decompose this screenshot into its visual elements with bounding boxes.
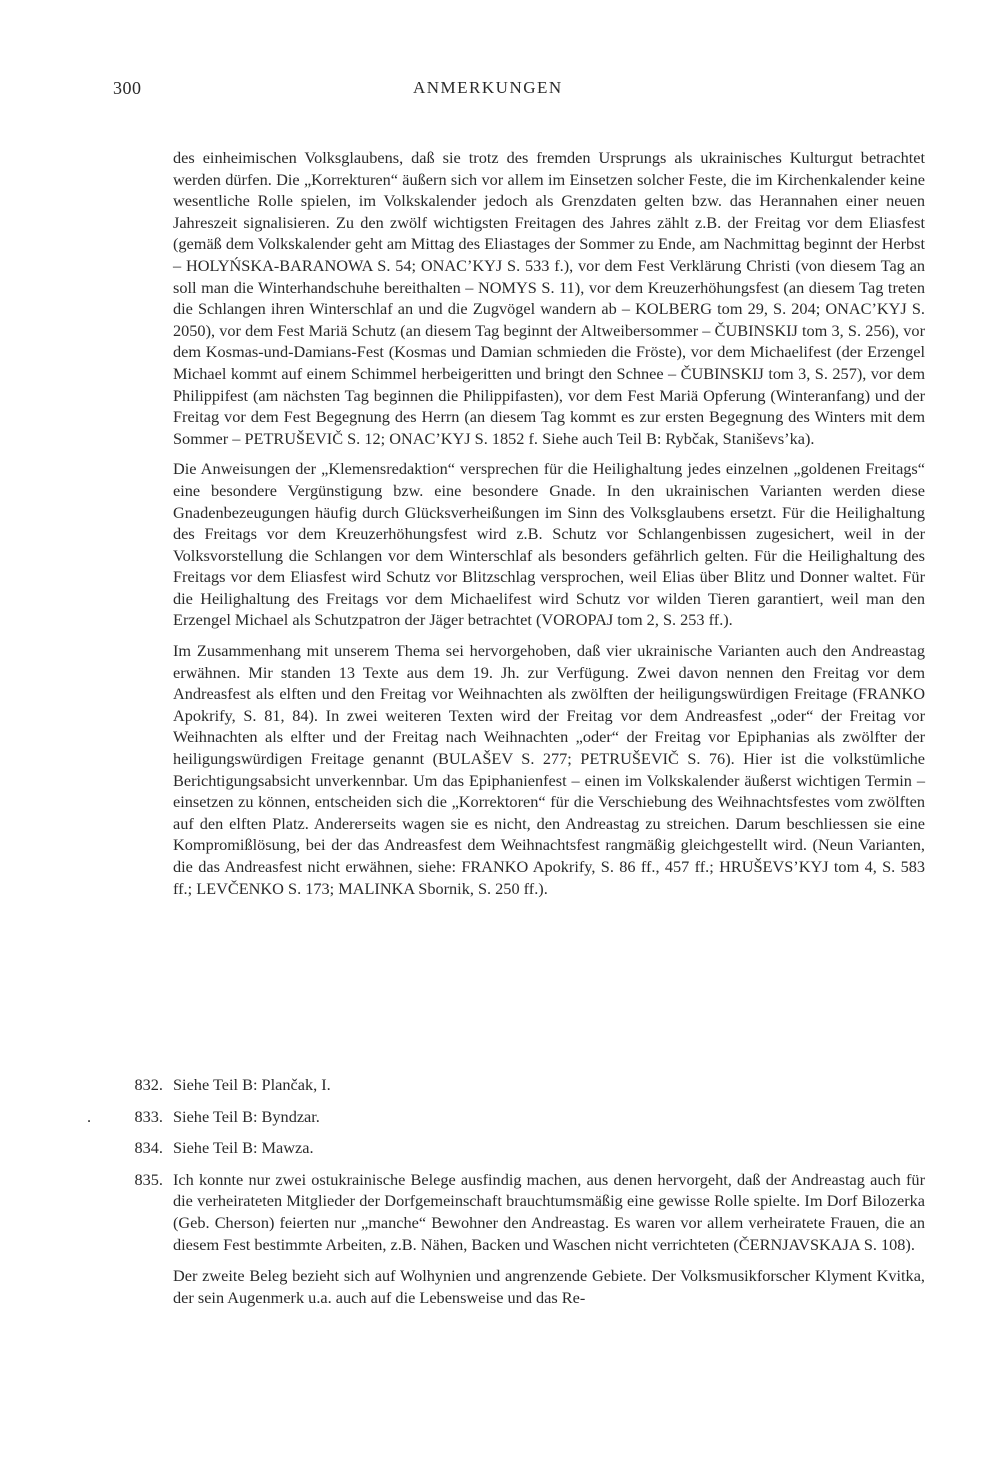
note-item [113,1169,925,1309]
body-paragraph: Im Zusammenhang mit unserem Thema sei hervorgehoben, daß vier ukrainische Varianten auch den Andreastag erwähnen. Mir standen 13 Texte aus dem 19. Jh. zur Verfügung. Zwei davon nennen den Freitag vor dem Andreasfest als elften und den Freitag vor Weihnachten als zwölften der heiligungswürdigen Freitage (FRANKO Apokrify, S. 81, 84). In zwei weiteren Texten wird der Freitag vor dem Andreasfest „oder“ der Freitag vor Weihnachten als elfter und der Freitag nach Weihnachten „oder“ der Freitag vor Epiphanias als zwölfter der heiligungswürdigen Freitage genannt (BULAŠEV S. 277; PETRUŠEVIČ S. 76). Hier ist die volkstümliche Berichtigungsabsicht unverkennbar. Um das Epiphanienfest – einen im Volkskalender äußerst wichtigen Termin – einsetzen zu können, entscheiden sich die „Korrektoren“ für die Verschiebung des Weihnachtsfestes vom zwölften auf den elften Platz. Andererseits wagen sie es nicht, den Andreastag zu streichen. Darum beschliessen sie eine Kompromißlösung, bei der das Andreasfest dem Weihnachtsfest rangmäßig gleichgestellt wird. (Neun Varianten, die das Andreasfest nicht erwähnen, siehe: FRANKO Apokrify, S. 86 ff., 457 ff.; HRUŠEVS’KYJ tom 4, S. 583 ff.; LEVČENKO S. 173; MALINKA Sbornik, S. 250 ff.). [173,641,925,898]
note-text: Siehe Teil B: Plančak, I. [173,1075,331,1094]
page-number: 300 [113,78,142,98]
notes-list [87,1074,925,1308]
note-paragraph: Ich konnte nur zwei ostukrainische Belege ausfindig machen, aus denen hervorgeht, daß der Andreastag auch für die verheirateten Mitglieder der Dorfgemeinschaft brauchtumsmäßig eine gewisse Rolle spielte. Im Dorf Bilozerka (Geb. Cherson) feierten nur „manche“ Bewohner den Andreastag. Es waren vor allem verheiratete Frauen, die an diesem Fest bestimmte Arbeiten, z.B. Nähen, Backen und Waschen nicht verrichteten (ČERNJAVSKAJA S. 108). [173,1169,925,1254]
body-text [173,147,925,899]
note-item [87,1106,925,1128]
body-paragraph: Die Anweisungen der „Klemensredaktion“ versprechen für die Heilighaltung jedes einzelnen „goldenen Freitags“ eine besondere Vergünstigung bzw. eine besondere Gnade. In den ukrainischen Varianten werden diese Gnadenbezeugungen häufig durch Glücksverheißungen im Sinn des Volksglaubens ersetzt. Für die Heilighaltung des Freitags vor dem Kreuzerhöhungsfest wird z.B. Schutz vor Schlangenbissen zugesichert, weil in der Volksvorstellung die Schlangen vor dem Winterschlaf als besonders gefährlich gelten. Für die Heilighaltung des Freitags vor dem Eliasfest wird Schutz vor Blitzschlag versprochen, weil Elias über Blitz und Donner waltet. Für die Heilighaltung des Freitags vor dem Michaelifest wird Schutz vor wilden Tieren garantiert, weil man den Erzengel Michael als Schutzpatron der Jäger betrachtet (VOROPAJ tom 2, S. 253 ff.). [173,459,925,630]
page-header [113,78,923,104]
note-number: 834. [134,1138,163,1158]
note-number: 835. [134,1169,163,1189]
note-number-value: 833. [134,1106,163,1126]
note-number: 832. [134,1075,163,1094]
note-item [113,1074,925,1096]
note-paragraph: Der zweite Beleg bezieht sich auf Wolhynien und angrenzende Gebiete. Der Volksmusikforscher Klyment Kvitka, der sein Augenmerk u.a. auch auf die Lebensweise und das Re- [173,1266,925,1307]
note-text: Siehe Teil B: Byndzar. [173,1106,320,1126]
running-head: ANMERKUNGEN [413,78,563,97]
note-number [87,1106,163,1128]
body-paragraph: des einheimischen Volksglaubens, daß sie trotz des fremden Ursprungs als ukrainisches Kulturgut betrachtet werden dürfen. Die „Korrekturen“ äußern sich vor allem im Einsetzen solcher Feste, die im Kirchenkalender keine wesentliche Rolle spielen, im Volkskalender jedoch als Grenzdaten gelten bzw. das Herannahen einer neuen Jahreszeit signalisieren. Zu den zwölf wichtigsten Freitagen des Jahres zählt z.B. der Freitag vor dem Eliasfest (gemäß dem Volkskalender geht am Mittag des Eliastages der Sommer zu Ende, am Nachmittag beginnt der Herbst – HOLYŃSKA-BARANOWA S. 54; ONAC’KYJ S. 533 f.), vor dem Fest Verklärung Christi (von diesem Tag an soll man die Winterhandschuhe bereithalten – NOMYS S. 11), vor dem Kreuzerhöhungsfest (an diesem Tag treten die Schlangen ihren Winterschlaf an und die Zugvögel wandern ab – KOLBERG tom 29, S. 204; ONAC’KYJ S. 2050), vor dem Fest Mariä Schutz (an diesem Tag beginnt der Altweibersommer – ČUBINSKIJ tom 3, S. 256), vor dem Kosmas-und-Damians-Fest (Kosmas und Damian schmieden die Fröste), vor dem Michaelifest (der Erzengel Michael kommt auf einem Schimmel herbeigeritten und bringt den Schnee – ČUBINSKIJ tom 3, S. 257), vor dem Philippifest (am nächsten Tag beginnen die Philippifasten), vor dem Fest Mariä Opferung (Winteranfang) und der Freitag vor dem Fest Begegnung des Herrn (an diesem Tag kommt es zur ersten Begegnung des Winters mit dem Sommer – PETRUŠEVIČ S. 12; ONAC’KYJ S. 1852 f. Siehe auch Teil B: Rybčak, Staniševs’ka). [173,148,925,448]
note-text: Siehe Teil B: Mawza. [173,1138,314,1158]
stray-mark: . [87,1106,92,1126]
note-item [113,1137,925,1159]
